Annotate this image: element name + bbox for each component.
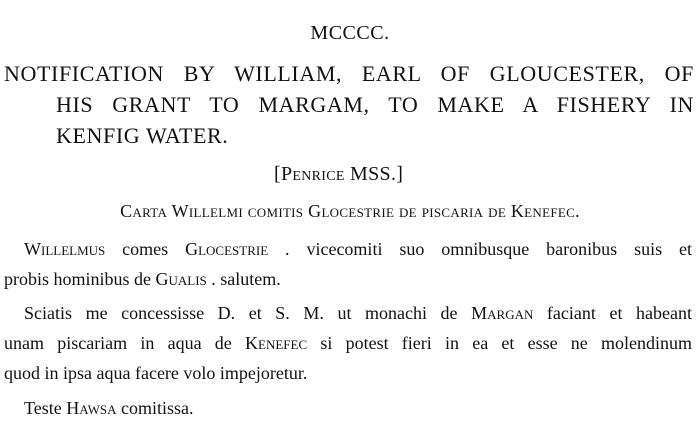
text-segment: . vicecomiti suo omnibusque baronibus suis et: [268, 239, 692, 259]
paragraph-witness: [4, 393, 692, 423]
paragraph-grant-line-2: [4, 328, 692, 358]
paragraph-address-line-1: [4, 234, 692, 264]
paragraph-grant-line-1: [4, 298, 692, 328]
place-margan: Margan: [471, 303, 534, 323]
source-text: [Penrice MSS.]: [274, 163, 404, 185]
text-segment: Sciatis me concessisse D. et S. M. ut monachi de: [24, 303, 472, 323]
text-segment: comes: [105, 239, 186, 259]
place-gualis: Gualis: [155, 269, 207, 289]
paragraph-grant: [4, 298, 692, 388]
text-segment: comitissa.: [116, 398, 194, 418]
paragraph-address: [4, 234, 692, 294]
charter-caption: Carta Willelmi comitis Glocestrie de piscaria de Kenefec.: [120, 201, 580, 221]
charter-title: [4, 58, 694, 151]
name-willelmus: Willelmus: [24, 239, 106, 259]
paragraph-grant-line-3: quod in ipsa aqua facere volo impejoretur.: [4, 363, 308, 383]
title-line-2: HIS GRANT TO MARGAM, TO MAKE A FISHERY IN: [56, 92, 694, 117]
title-line-1: NOTIFICATION BY WILLIAM, EARL OF GLOUCESTER, OF: [4, 61, 694, 86]
source-reference: [274, 163, 403, 186]
text-segment: probis hominibus de: [4, 269, 156, 289]
paragraph-address-line-2: [4, 264, 692, 294]
text-segment: Teste: [24, 398, 67, 418]
charter-number: MCCCC.: [310, 22, 390, 44]
text-segment: si potest fieri in ea et esse ne molendinum: [307, 333, 693, 353]
place-glocestrie: Glocestrie: [185, 239, 269, 259]
name-hawsa: Hawsa: [66, 398, 117, 418]
text-segment: unam piscariam in aqua de: [4, 333, 246, 353]
paragraph-witness-line: [4, 393, 692, 423]
text-segment: faciant et habeant: [533, 303, 692, 323]
place-kenefec: Kenefec: [245, 333, 308, 353]
text-segment: . salutem.: [206, 269, 281, 289]
title-line-3: KENFIG WATER.: [56, 123, 229, 148]
